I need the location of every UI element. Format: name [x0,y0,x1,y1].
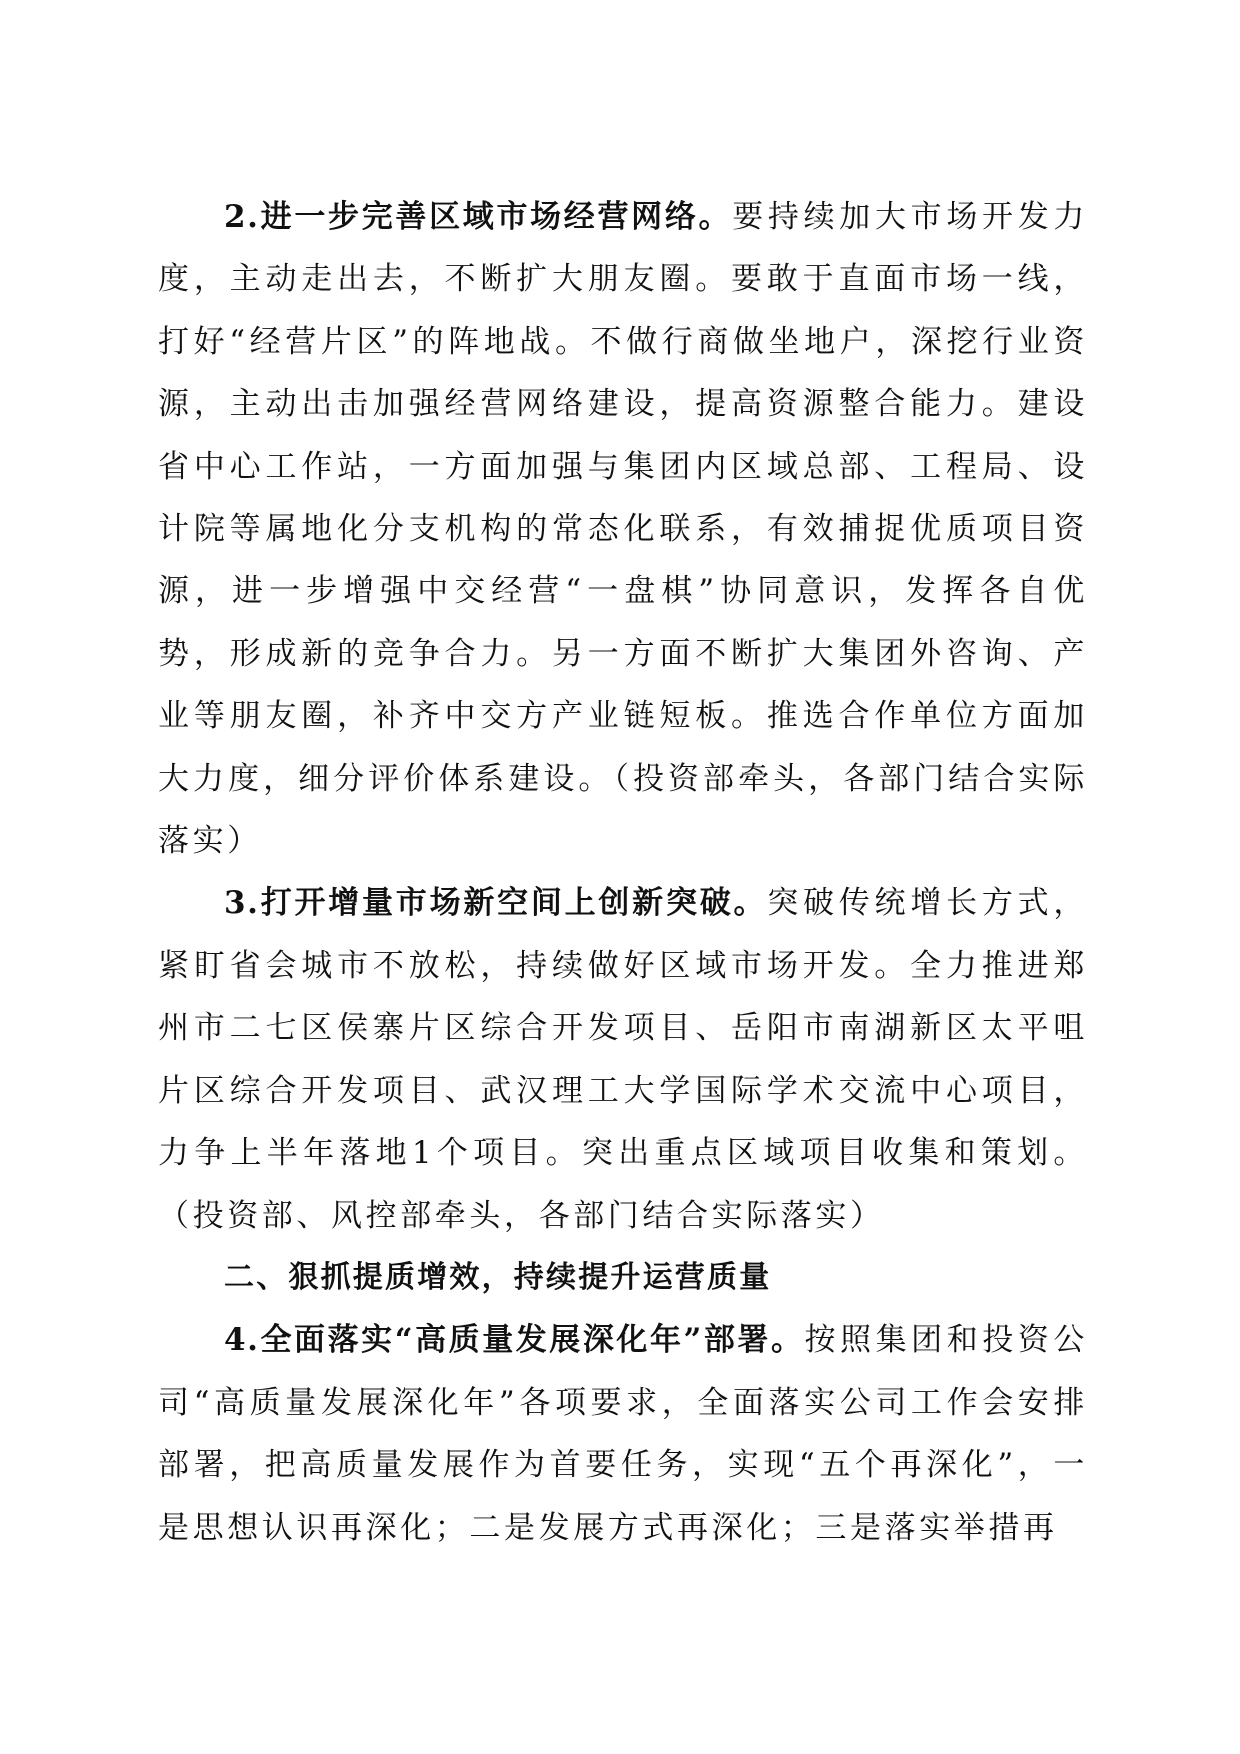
paragraph-item-3 [158,872,1088,1246]
paragraph-item-3-body: 突破传统增长方式，紧盯省会城市不放松，持续做好区域市场开发。全力推进郑州市二七区侯寨片区综合开发项目、岳阳市南湖新区太平咀片区综合开发项目、武汉理工大学国际学术交流中心项目，力争上半年落地1个项目。突出重点区域项目收集和策划。（投资部、风控部牵头，各部门结合实际落实） [158,885,1088,1234]
document-body [158,186,1088,1559]
paragraph-item-3-lead: 3.打开增量市场新空间上创新突破。 [224,885,768,922]
paragraph-item-4 [158,1309,1088,1559]
section-heading: 二、狠抓提质增效，持续提升运营质量 [224,1259,772,1295]
paragraph-item-4-body: 按照集团和投资公司“高质量发展深化年”各项要求，全面落实公司工作会安排部署，把高质量发展作为首要任务，实现“五个再深化”，一是思想认识再深化；二是发展方式再深化；三是落实举措再 [158,1322,1088,1546]
paragraph-item-2 [158,186,1088,872]
paragraph-item-4-lead: 4.全面落实“高质量发展深化年”部署。 [224,1322,805,1359]
paragraph-item-2-lead: 2.进一步完善区域市场经营网络。 [224,199,733,235]
paragraph-item-2-body: 要持续加大市场开发力度，主动走出去，不断扩大朋友圈。要敢于直面市场一线，打好“经营片区”的阵地战。不做行商做坐地户，深挖行业资源，主动出击加强经营网络建设，提高资源整合能力。建设省中心工作站，一方面加强与集团内区域总部、工程局、设计院等属地化分支机构的常态化联系，有效捕捉优质项目资源，进一步增强中交经营“一盘棋”协同意识，发挥各自优势，形成新的竞争合力。另一方面不断扩大集团外咨询、产业等朋友圈，补齐中交方产业链短板。推选合作单位方面加大力度，细分评价体系建设。（投资部牵头，各部门结合实际落实） [158,199,1088,860]
